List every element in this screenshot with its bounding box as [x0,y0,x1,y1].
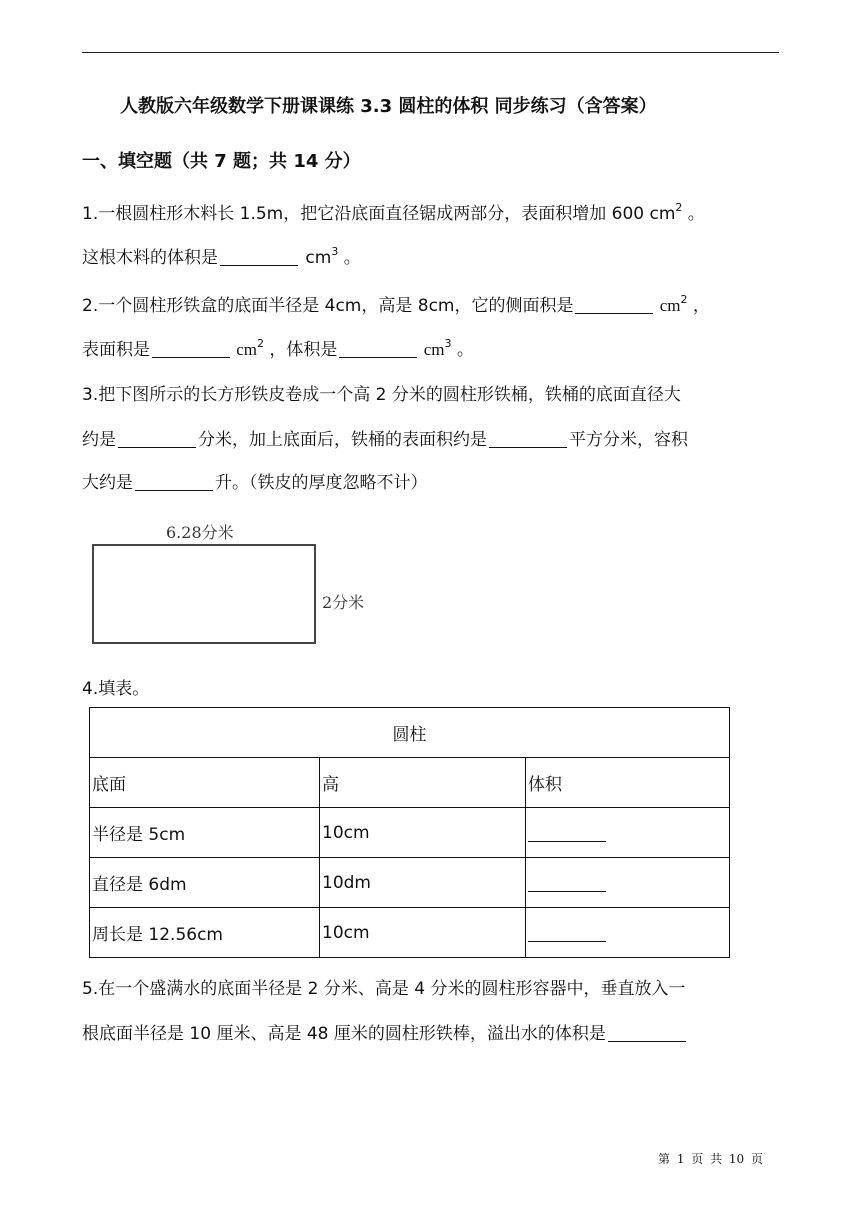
answer-blank[interactable] [608,1023,686,1042]
cylinder-table [89,707,730,958]
question-5-line-2: 根底面半径是 10 厘米、高是 48 厘米的圆柱形铁棒，溢出水的体积是 [82,1022,782,1046]
cell-volume [526,858,730,908]
header-rule [82,52,779,53]
question-2-line-2: 表面积是 $cm^2$ ，体积是 $cm^3$ 。 [82,337,474,360]
figure-height-label: 2分米 [322,593,365,612]
cell-volume [526,808,730,858]
answer-blank[interactable] [489,429,567,448]
answer-blank[interactable] [575,295,653,314]
iron-sheet-rectangle [92,544,316,644]
question-3-line-1: 3.把下图所示的长方形铁皮卷成一个高 2 分米的圆柱形铁桶，铁桶的底面直径大 [82,385,681,405]
table-row [90,858,730,908]
document-title: 人教版六年级数学下册课课练 3.3 圆柱的体积 同步练习（含答案） [120,96,657,117]
answer-blank[interactable] [118,429,196,448]
table-row [90,808,730,858]
question-1-line-2: 这根木料的体积是 $cm^3$ 。 [82,245,361,268]
table-header-cell: 圆柱 [90,708,730,758]
figure-width-label: 6.28分米 [166,523,234,542]
cell-volume [526,908,730,958]
answer-blank[interactable] [528,875,606,892]
table-header-row [90,708,730,758]
answer-blank[interactable] [220,247,298,266]
answer-blank[interactable] [135,472,213,491]
cell-base: 周长是 12.56cm [90,908,320,958]
answer-blank[interactable] [339,339,417,358]
question-4-label: 4.填表。 [82,679,150,699]
answer-blank[interactable] [152,339,230,358]
column-header-height: 高 [320,758,526,808]
answer-blank[interactable] [528,925,606,942]
table-row [90,908,730,958]
question-1-line-1: 1.一根圆柱形木料长 1.5m，把它沿底面直径锯成两部分，表面积增加 600 $cm^2$ 。 [82,201,705,224]
question-3-line-2: 约是 分米，加上底面后，铁桶的表面积约是 平方分米，容积 [82,430,688,450]
column-header-volume: 体积 [526,758,730,808]
question-5-line-1: 5.在一个盛满水的底面半径是 2 分米、高是 4 分米的圆柱形容器中，垂直放入一 [82,979,686,999]
rectangle-figure [82,520,382,650]
cell-height: 10cm [320,808,526,858]
column-header-base: 底面 [90,758,320,808]
cell-height: 10cm [320,908,526,958]
answer-blank[interactable] [528,825,606,842]
cell-height: 10dm [320,858,526,908]
question-2-line-1: 2.一个圆柱形铁盒的底面半径是 4cm，高是 8cm，它的侧面积是 $cm^2$ ， [82,293,710,316]
page-footer: 第 1 页 共 10 页 [658,1152,763,1166]
section-heading: 一、填空题（共 7 题；共 14 分） [82,151,361,172]
cell-base: 直径是 6dm [90,858,320,908]
question-3-line-3: 大约是 升。（铁皮的厚度忽略不计） [82,473,428,493]
table-column-row [90,758,730,808]
cell-base: 半径是 5cm [90,808,320,858]
